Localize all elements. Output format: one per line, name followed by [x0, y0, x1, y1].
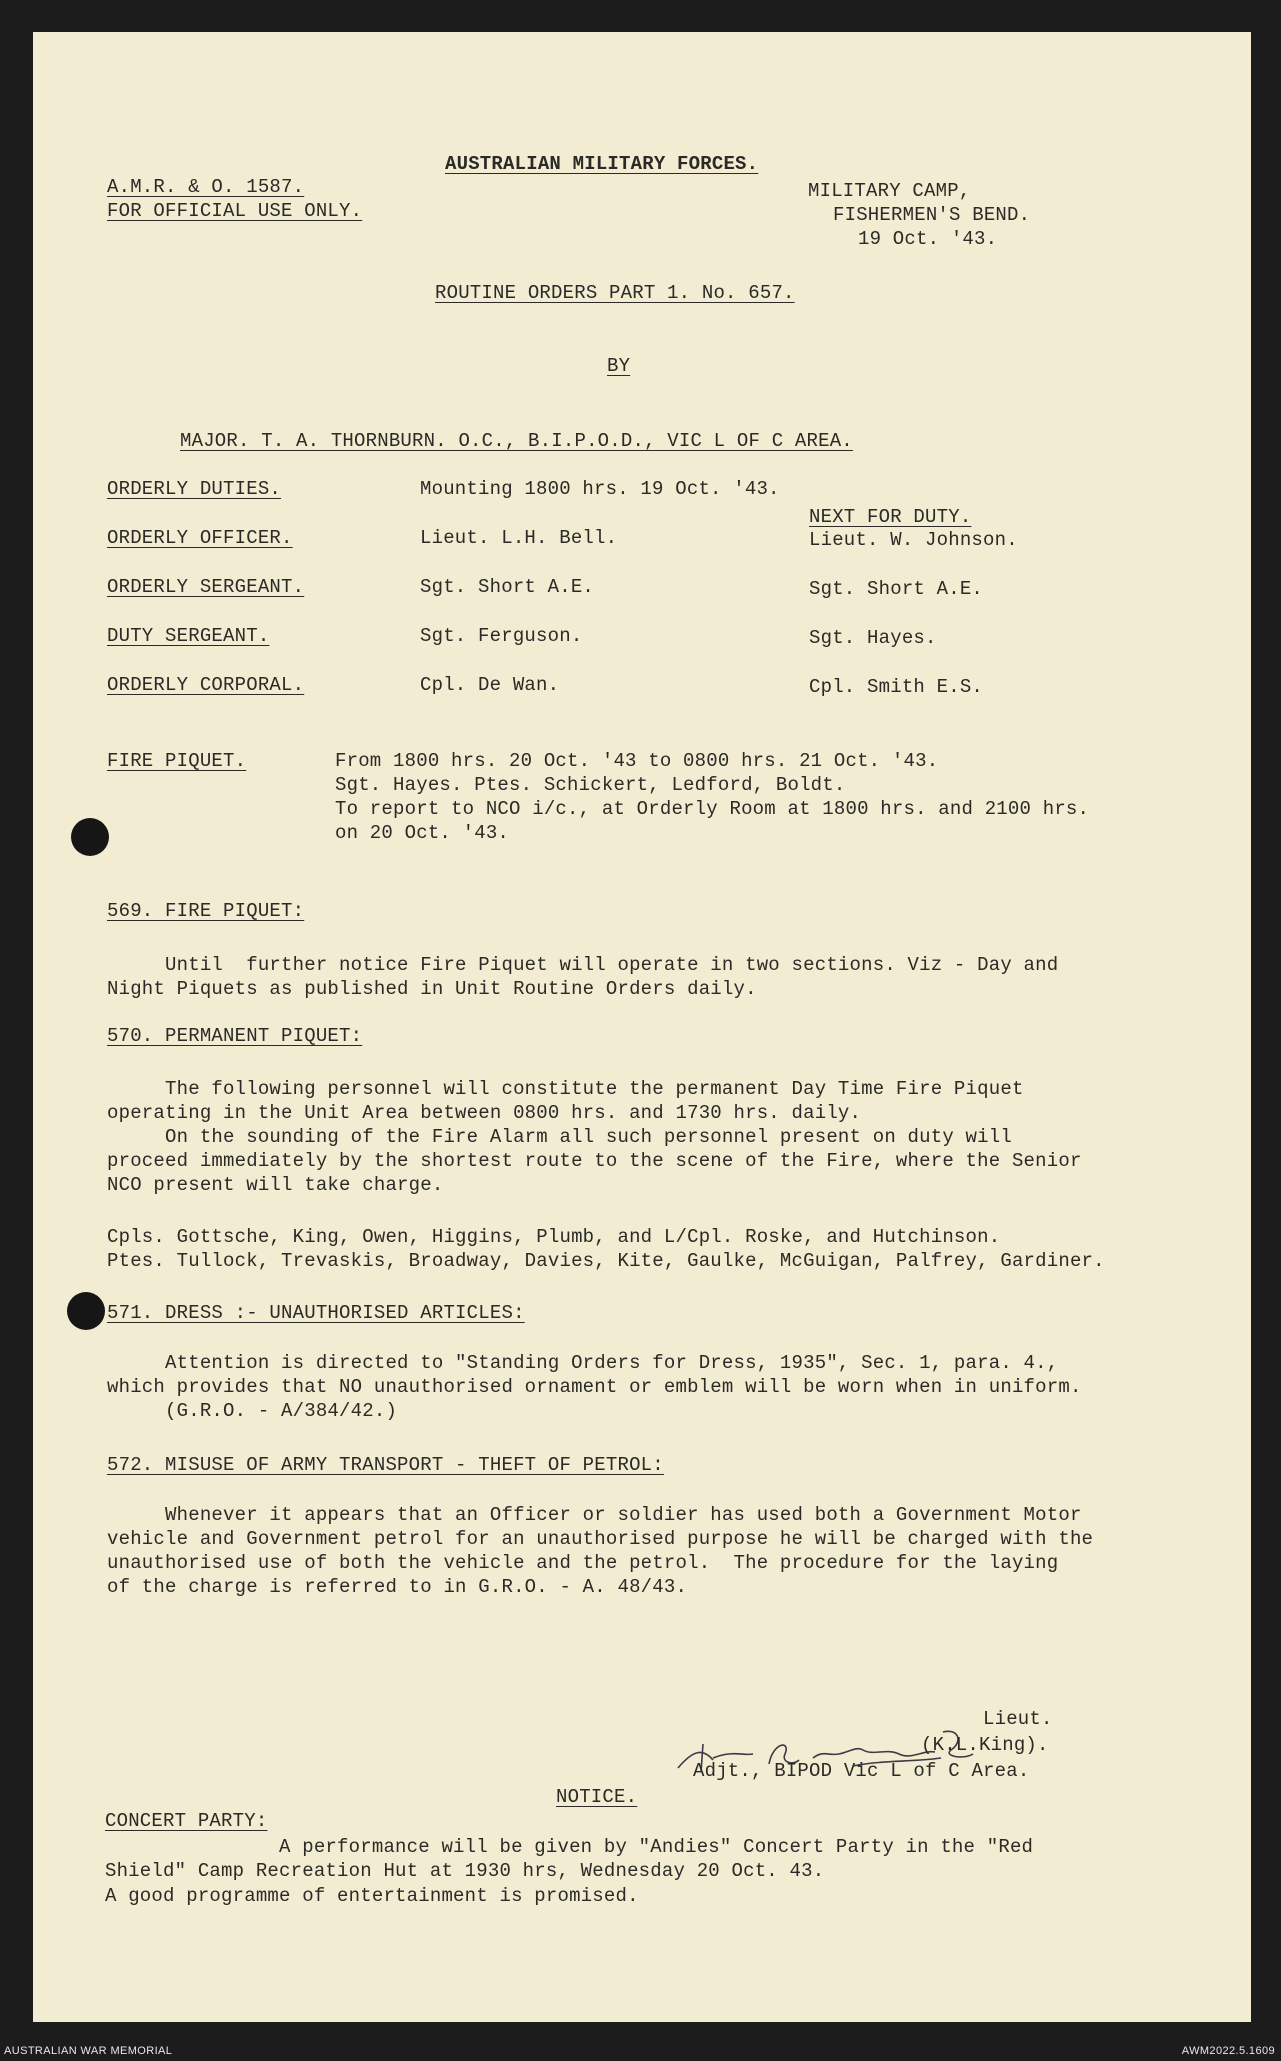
- section-line: operating in the Unit Area between 0800 hrs. and 1730 hrs. daily.: [107, 1102, 862, 1124]
- duty-label: ORDERLY SERGEANT.: [107, 576, 305, 598]
- section-line: vehicle and Government petrol for an unauthorised purpose he will be charged with the: [107, 1528, 1094, 1550]
- duty-current: Cpl. De Wan.: [420, 674, 560, 696]
- notice-line: Shield" Camp Recreation Hut at 1930 hrs, Wednesday 20 Oct. 43.: [105, 1860, 825, 1882]
- duty-label: ORDERLY DUTIES.: [107, 478, 282, 500]
- section-heading: 571. DRESS :- UNAUTHORISED ARTICLES:: [107, 1302, 525, 1324]
- punch-hole: [67, 1292, 105, 1330]
- duty-label: DUTY SERGEANT.: [107, 625, 270, 647]
- duty-label: ORDERLY CORPORAL.: [107, 674, 305, 696]
- notice-line: A good programme of entertainment is promised.: [105, 1885, 639, 1907]
- duty-next: Sgt. Hayes.: [809, 627, 937, 649]
- duty-current: Lieut. L.H. Bell.: [420, 527, 618, 549]
- camp-name: MILITARY CAMP,: [808, 180, 971, 202]
- section-line: of the charge is referred to in G.R.O. - A. 48/43.: [107, 1576, 688, 1598]
- document-title: AUSTRALIAN MILITARY FORCES.: [445, 153, 759, 175]
- fire-piquet-line: To report to NCO i/c., at Orderly Room at 1800 hrs. and 2100 hrs.: [335, 798, 1090, 820]
- section-line: proceed immediately by the shortest route to the scene of the Fire, where the Senior: [107, 1150, 1082, 1172]
- duty-label: ORDERLY OFFICER.: [107, 527, 293, 549]
- section-line: unauthorised use of both the vehicle and the petrol. The procedure for the laying: [107, 1552, 1059, 1574]
- signatory-rank: Lieut.: [983, 1708, 1053, 1730]
- duty-next: Lieut. W. Johnson.: [809, 529, 1018, 551]
- fire-piquet-line: on 20 Oct. '43.: [335, 822, 510, 844]
- next-for-duty-heading: NEXT FOR DUTY.: [809, 506, 972, 528]
- section-line: The following personnel will constitute the permanent Day Time Fire Piquet: [107, 1078, 1024, 1100]
- section-line: Night Piquets as published in Unit Routine Orders daily.: [107, 978, 757, 1000]
- section-line: NCO present will take charge.: [107, 1174, 444, 1196]
- archive-reference: AWM2022.5.1609: [1181, 2045, 1275, 2057]
- signatory-position: Adjt., BIPOD Vic L of C Area.: [693, 1760, 1030, 1782]
- archive-credit: AUSTRALIAN WAR MEMORIAL: [4, 2045, 173, 2057]
- official-use-notice: FOR OFFICIAL USE ONLY.: [107, 200, 363, 222]
- duty-current: Sgt. Short A.E.: [420, 576, 595, 598]
- fire-piquet-line: Sgt. Hayes. Ptes. Schickert, Ledford, Boldt.: [335, 774, 846, 796]
- duty-current: Sgt. Ferguson.: [420, 625, 583, 647]
- section-line: Cpls. Gottsche, King, Owen, Higgins, Plumb, and L/Cpl. Roske, and Hutchinson.: [107, 1226, 1001, 1248]
- camp-location: FISHERMEN'S BEND.: [833, 204, 1031, 226]
- fire-piquet-label: FIRE PIQUET.: [107, 750, 247, 772]
- document-page: [33, 32, 1251, 2022]
- section-heading: 570. PERMANENT PIQUET:: [107, 1025, 363, 1047]
- section-heading: 572. MISUSE OF ARMY TRANSPORT - THEFT OF PETROL:: [107, 1454, 664, 1476]
- section-line: (G.R.O. - A/384/42.): [107, 1400, 398, 1422]
- section-line: Ptes. Tullock, Trevaskis, Broadway, Davies, Kite, Gaulke, McGuigan, Palfrey, Gardiner.: [107, 1250, 1105, 1272]
- section-line: On the sounding of the Fire Alarm all such personnel present on duty will: [107, 1126, 1012, 1148]
- reference-number: A.M.R. & O. 1587.: [107, 176, 305, 198]
- duty-current: Mounting 1800 hrs. 19 Oct. '43.: [420, 478, 780, 500]
- section-line: which provides that NO unauthorised ornament or emblem will be worn when in uniform.: [107, 1376, 1082, 1398]
- notice-heading: NOTICE.: [556, 1786, 638, 1808]
- duty-next: Cpl. Smith E.S.: [809, 676, 984, 698]
- concert-party-label: CONCERT PARTY:: [105, 1810, 268, 1832]
- signatory-name: (K.L.King).: [921, 1734, 1049, 1756]
- document-date: 19 Oct. '43.: [858, 228, 998, 250]
- orders-title: ROUTINE ORDERS PART 1. No. 657.: [435, 282, 795, 304]
- commanding-officer: MAJOR. T. A. THORNBURN. O.C., B.I.P.O.D., VIC L OF C AREA.: [180, 430, 853, 452]
- duty-next: Sgt. Short A.E.: [809, 578, 984, 600]
- section-line: Whenever it appears that an Officer or soldier has used both a Government Motor: [107, 1504, 1082, 1526]
- fire-piquet-line: From 1800 hrs. 20 Oct. '43 to 0800 hrs. 21 Oct. '43.: [335, 750, 939, 772]
- punch-hole: [71, 818, 109, 856]
- section-line: Attention is directed to "Standing Orders for Dress, 1935", Sec. 1, para. 4.,: [107, 1352, 1059, 1374]
- orders-by: BY: [607, 355, 631, 377]
- notice-line: A performance will be given by "Andies" Concert Party in the "Red: [105, 1836, 1034, 1858]
- section-heading: 569. FIRE PIQUET:: [107, 900, 305, 922]
- section-line: Until further notice Fire Piquet will operate in two sections. Viz - Day and: [107, 954, 1059, 976]
